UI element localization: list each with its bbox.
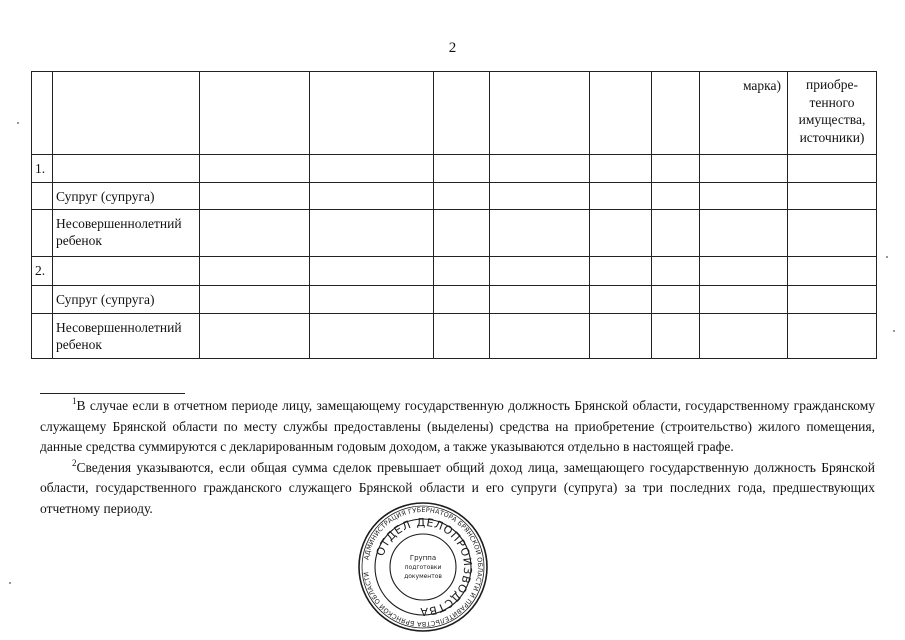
row-person: [53, 257, 200, 286]
table-row: [32, 183, 877, 210]
header-source-line: тенного: [809, 94, 855, 110]
stamp-center-line: Группа: [409, 554, 437, 562]
scan-speck: [17, 122, 19, 124]
row-person: Несовершеннолетний ребенок: [53, 210, 200, 257]
footnote-marker: 1: [72, 396, 77, 406]
table-row: [32, 286, 877, 314]
table-row: [32, 257, 877, 286]
declaration-table: [31, 71, 877, 359]
stamp-outer-path: АДМИНИСТРАЦИЯ ГУБЕРНАТОРА БРЯНСКОЙ ОБЛАСТИ И ПРАВИТЕЛЬСТВА БРЯНСКОЙ ОБЛАСТИ: [362, 505, 485, 629]
footnote-marker: 2: [72, 457, 77, 468]
header-source-line: имущества,: [798, 112, 866, 127]
table-row: [32, 314, 877, 359]
header-cell: [53, 72, 200, 155]
table-row: [32, 155, 877, 183]
row-number: [32, 210, 53, 257]
header-source-line: приобре-: [805, 77, 859, 92]
row-number: [32, 314, 53, 359]
header-source-line: источники): [799, 129, 865, 145]
row-number: 1.: [32, 155, 53, 183]
footnote-text: В случае если в отчетном периоде лицу, замещающему государственную должность Брянской области, государственному гражданскому служащему Брянской области по месту службы предоставлены (выделены) средства на приобретение (строительство) жилого помещения, данные средства суммируются с декларированным годовым доходом, а также указываются отдельно в настоящей графе.: [40, 398, 875, 454]
table-row: [32, 210, 877, 257]
scan-speck: [9, 582, 11, 584]
row-person: Несовершеннолетний ребенок: [53, 314, 200, 359]
header-cell-source: [788, 72, 877, 155]
table-header-row: [32, 72, 877, 155]
footnote-text: Сведения указываются, если общая сумма сделок превышает общий доход лица, замещающего государственную должность Брянской области, государственного гражданского служащего Брянской области и его супруги (супруга) за три последних года, предшествующих отчетному периоду.: [40, 459, 875, 516]
stamp-middle-path: ОТДЕЛ ДЕЛОПРОИЗВОДСТВА: [373, 515, 475, 619]
header-cell: [652, 72, 700, 155]
row-number: [32, 286, 53, 314]
row-person: Супруг (супруга): [53, 286, 200, 314]
scan-speck: [893, 330, 895, 332]
scan-speck: [886, 256, 888, 258]
header-cell: [32, 72, 53, 155]
stamp-center-line: подготовки: [404, 564, 442, 571]
header-cell-marka: марка): [700, 72, 788, 155]
row-person: Супруг (супруга): [53, 183, 200, 210]
header-cell: [590, 72, 652, 155]
header-cell: [200, 72, 310, 155]
header-cell: [490, 72, 590, 155]
footnote: [40, 396, 875, 458]
stamp-center-line: документов: [404, 573, 442, 580]
row-number: 2.: [32, 257, 53, 286]
office-stamp: [357, 501, 489, 633]
row-number: [32, 183, 53, 210]
header-cell: [434, 72, 490, 155]
header-cell: [310, 72, 434, 155]
row-person: [53, 155, 200, 183]
page-number: 2: [448, 40, 457, 56]
footnote-divider: [40, 393, 185, 394]
